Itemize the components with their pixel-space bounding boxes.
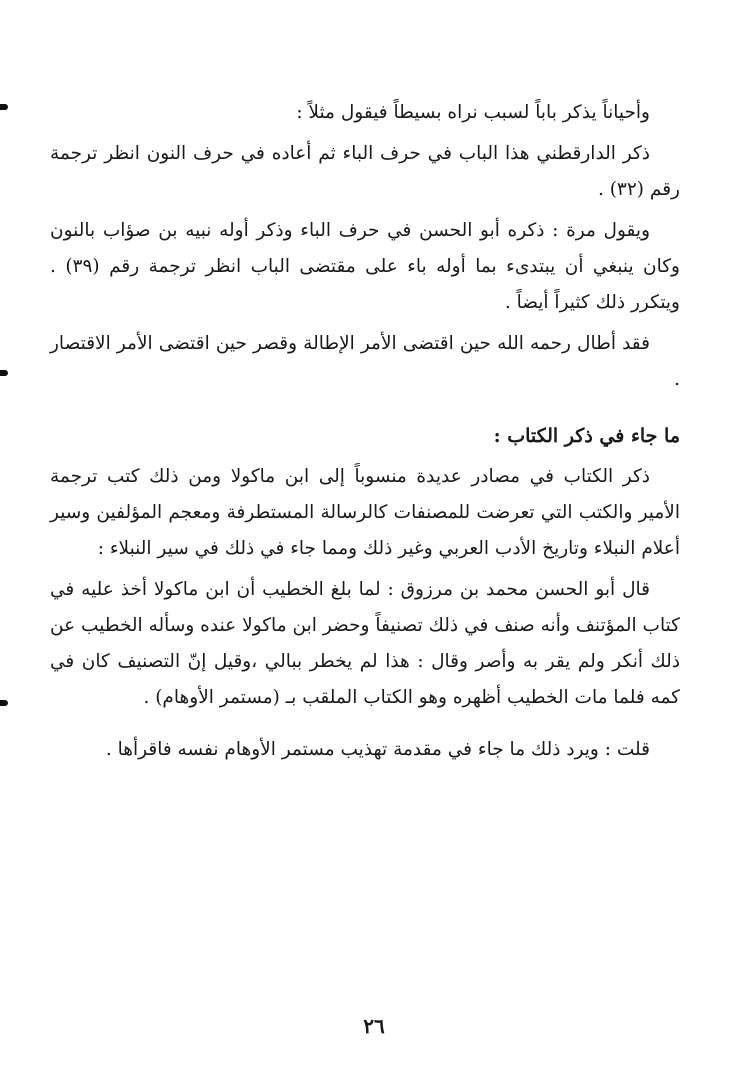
page-number: ٢٦ (363, 1014, 385, 1038)
page-body (50, 95, 680, 768)
binding-mark (0, 370, 8, 376)
binding-mark (0, 700, 8, 706)
paragraph-intro: وأحياناً يذكر باباً لسبب نراه بسيطاً فيقول مثلاً : (296, 102, 650, 123)
paragraph-quote: قال أبو الحسن محمد بن مرزوق : لما بلغ الخطيب أن ابن ماكولا أخذ عليه في كتاب المؤتنف وأنه صنف في ذلك تصنيفاً وحضر ابن ماكولا عنده وسأله الخطيب عن ذلك أنكر ولم يقر به وأصر وقال : هذا لم يخطر ببالي ،وقيل إنّ التصنيف كان في كمه فلما مات الخطيب أظهره وهو الكتاب الملقب بـ (مستمر الأوهام) . (50, 579, 680, 708)
paragraph-example-1: ذكر الدارقطني هذا الباب في حرف الباء ثم أعاده في حرف النون انظر ترجمة رقم (٣٢) . (50, 143, 680, 200)
paragraph-conclusion: فقد أطال رحمه الله حين اقتضى الأمر الإطالة وقصر حين اقتضى الأمر الاقتصار . (50, 333, 680, 390)
section-heading: ما جاء في ذكر الكتاب : (493, 425, 680, 447)
paragraph-note: قلت : ويرد ذلك ما جاء في مقدمة تهذيب مستمر الأوهام نفسه فاقرأها . (105, 739, 650, 760)
paragraph-example-2: ويقول مرة : ذكره أبو الحسن في حرف الباء وذكر أوله نبيه بن صؤاب بالنون وكان ينبغي أن يبتدىء بما أوله باء على مقتضى الباب انظر ترجمة رقم (٣٩) . ويتكرر ذلك كثيراً أيضاً . (50, 220, 680, 313)
paragraph-sources: ذكر الكتاب في مصادر عديدة منسوباً إلى ابن ماكولا ومن ذلك كتب ترجمة الأمير والكتب التي تعرضت للمصنفات كالرسالة المستطرفة ومعجم المؤلفين وسير أعلام النبلاء وتاريخ الأدب العربي وغير ذلك ومما جاء في ذلك في سير النبلاء : (50, 466, 680, 559)
binding-mark (0, 104, 8, 110)
